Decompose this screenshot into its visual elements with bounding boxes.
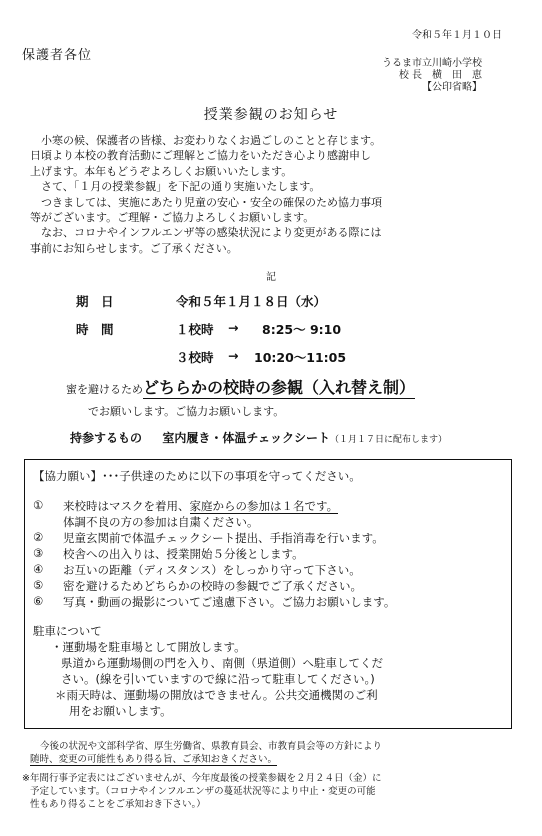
time-label: 時 間 bbox=[76, 322, 114, 337]
cooperation-box bbox=[24, 459, 512, 729]
addressee: 保護者各位 bbox=[22, 48, 93, 63]
body-line: つきましては、実施にあたり児童の安心・安全の確保のため協力事項 bbox=[30, 195, 382, 209]
body-line: 上げます。本年もどうぞよろしくお願いいたします。 bbox=[30, 164, 293, 178]
rotation-request: でお願いします。ご協力お願いします。 bbox=[88, 405, 285, 418]
item-number: ② bbox=[33, 530, 44, 544]
ki-heading: 記 bbox=[266, 272, 276, 283]
footer-underlined: 随時、変更の可能性もあり得る旨、ご承知おきください。 bbox=[30, 754, 278, 765]
seal-note: 【公印省略】 bbox=[422, 82, 482, 93]
box-header: 【協力願い】･･･子供達のために以下の事項を守ってください。 bbox=[33, 469, 361, 483]
notice-date: 令和５年１月１０日 bbox=[412, 30, 502, 41]
item-text: 密を避けるためどちらかの校時の参観でご了承ください。 bbox=[63, 579, 362, 593]
footer-line: 性もあり得ることをご承知おき下さい。） bbox=[30, 799, 206, 810]
body-line: 日頃より本校の教育活動にご理解とご協力をいただき心より感謝申し bbox=[30, 149, 371, 163]
school-name: うるま市立川崎小学校 bbox=[382, 58, 482, 69]
parking-line: 県道から運動場側の門を入り、南側（県道側）へ駐車してくだ bbox=[61, 656, 383, 670]
item-text: 児童玄関前で体温チェックシート提出、手指消毒を行います。 bbox=[63, 531, 384, 545]
arrow-icon: → bbox=[228, 320, 239, 335]
slot2-time: 10:20～11:05 bbox=[254, 350, 347, 365]
item-text: 体調不良の方の参加は自粛ください。 bbox=[63, 515, 259, 529]
rotation-prefix: 蜜を避けるため bbox=[66, 383, 143, 396]
sender-block bbox=[382, 58, 482, 94]
footer-line: ※年間行事予定表にはございませんが、今年度最後の授業参観を２月２４日（金）に bbox=[22, 773, 382, 784]
item-number: ③ bbox=[33, 546, 44, 560]
bring-note: （１月１７日に配布します） bbox=[330, 435, 448, 445]
footer-line: 今後の状況や文部科学省、厚生労働省、県教育員会、市教育員会等の方針により bbox=[40, 741, 383, 752]
slot2-period: ３校時 bbox=[176, 350, 214, 365]
slot1-period: １校時 bbox=[176, 322, 214, 337]
item-number: ④ bbox=[33, 562, 44, 576]
item-text-b: 家庭からの参加は１名です。 bbox=[189, 499, 339, 513]
rotation-notice bbox=[66, 375, 415, 398]
body-line: なお、コロナやインフルエンザ等の感染状況により変更がある際には bbox=[30, 226, 382, 240]
item-text: 写真・動画の撮影についてご遠慮下さい。ご協力お願いします。 bbox=[63, 595, 396, 609]
date-label: 期 日 bbox=[76, 294, 114, 309]
item-number: ⑤ bbox=[33, 578, 44, 592]
parking-line: さい。(線を引いていますので線に沿って駐車してください。) bbox=[61, 672, 375, 686]
slot1-time: 8:25～ 9:10 bbox=[262, 322, 342, 337]
item-number: ⑥ bbox=[33, 594, 44, 608]
item-text: 校舎への出入りは、授業開始５分後とします。 bbox=[63, 547, 304, 561]
page-title: 授業参観のお知らせ bbox=[203, 107, 339, 123]
bring-list: 室内履き・体温チェックシート bbox=[162, 431, 331, 445]
footer-line bbox=[30, 754, 277, 766]
item-number: ① bbox=[33, 498, 44, 512]
body-line: さて、「１月の授業参観」を下記の通り実施いたします。 bbox=[30, 180, 321, 194]
parking-line: ＊雨天時は、運動場の開放はできません。公共交通機関のご利 bbox=[55, 688, 378, 702]
parking-title: 駐車について bbox=[33, 624, 102, 638]
date-value: 令和５年１月１８日（水） bbox=[176, 294, 327, 309]
arrow-icon: → bbox=[228, 348, 239, 363]
item-text bbox=[63, 498, 338, 514]
body-line: 小寒の候、保護者の皆様、お変わりなくお過ごしのことと存じます。 bbox=[30, 134, 382, 147]
item-text: お互いの距離（ディスタンス）をしっかり守って下さい。 bbox=[63, 563, 361, 577]
body-line: 等がございます。ご理解・ご協力よろしくお願いします。 bbox=[30, 211, 315, 225]
parking-line: ・運動場を駐車場として開放します。 bbox=[51, 640, 246, 654]
footer-line: 予定しています。（コロナやインフルエンザの蔓延状況等により中止・変更の可能 bbox=[30, 786, 376, 797]
principal-name: 校 長 横 田 恵 bbox=[398, 70, 482, 81]
rotation-main: どちらかの校時の参観（入れ替え制） bbox=[143, 378, 416, 397]
item-text-a: 来校時はマスクを着用、 bbox=[63, 499, 190, 513]
parking-line: 用をお願いします。 bbox=[69, 704, 172, 718]
body-text bbox=[30, 133, 500, 256]
bring-items bbox=[70, 429, 447, 446]
body-line: 事前にお知らせします。ご了承ください。 bbox=[30, 241, 238, 255]
bring-label: 持参するもの bbox=[70, 431, 143, 445]
